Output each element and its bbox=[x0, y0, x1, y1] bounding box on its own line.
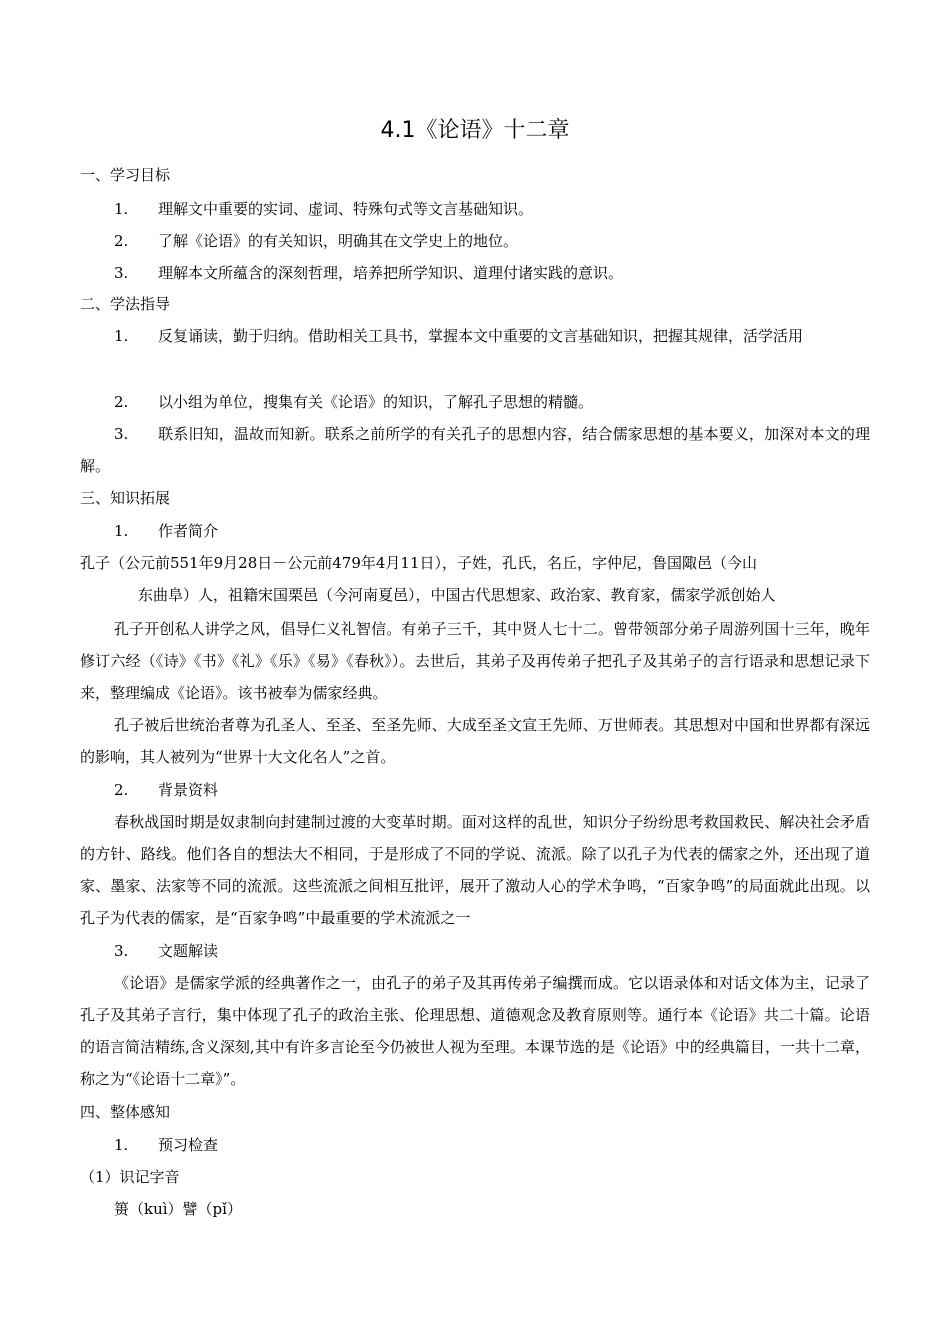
title-paragraph: 《论语》是儒家学派的经典著作之一，由孔子的弟子及其再传弟子编撰而成。它以语录体和对话文体为主，记录了孔子及其弟子言行，集中体现了孔子的政治主张、伦理思想、道德观念及教育原则等。通行本《论语》共二十篇。论语的语言简洁精练,含义深刻,其中有许多言论至今仍被世人视为至理。本课节选的是《论语》中的经典篇目，一共十二章，称之为“《论语十二章》”。 bbox=[80, 974, 870, 1088]
method-item-3 bbox=[80, 418, 870, 482]
heading-text: 背景资料 bbox=[158, 781, 219, 799]
method-num: 2. bbox=[114, 393, 129, 411]
goal-num: 1. bbox=[114, 200, 129, 218]
goal-num: 3. bbox=[114, 264, 129, 282]
background-paragraph: 春秋战国时期是奴隶制向封建制过渡的大变革时期。面对这样的乱世，知识分子纷纷思考救国救民、解决社会矛盾的方针、路线。他们各自的想法大不相同，于是形成了不同的学说、流派。除了以孔子为代表的儒家之外，还出现了道家、墨家、法家等不同的流派。这些流派之间相互批评，展开了激动人心的学术争鸣，“百家争鸣”的局面就此出现。以孔子为代表的儒家，是“百家争鸣”中最重要的学术流派之一 bbox=[80, 813, 870, 927]
method-text: 以小组为单位，搜集有关《论语》的知识，了解孔子思想的精髓。 bbox=[158, 393, 594, 411]
method-item-2 bbox=[114, 391, 593, 413]
page-title: 4.1《论语》十二章 bbox=[380, 118, 570, 143]
goal-item-2 bbox=[114, 230, 518, 252]
goal-num: 2. bbox=[114, 232, 129, 250]
section-heading-methods: 二、学法指导 bbox=[80, 295, 171, 313]
section-heading-overall: 四、整体感知 bbox=[80, 1103, 171, 1121]
pronunciation-line: 篑（kuì）譬（pǐ） bbox=[114, 1200, 242, 1218]
heading-num: 2. bbox=[114, 781, 129, 799]
heading-text: 文题解读 bbox=[158, 942, 219, 960]
goal-item-3 bbox=[114, 262, 623, 284]
section-heading-knowledge: 三、知识拓展 bbox=[80, 489, 171, 507]
method-text: 反复诵读，勤于归纳。借助相关工具书，掌握本文中重要的文言基础知识，把握其规律，活学活用 bbox=[158, 327, 804, 345]
goal-text: 理解文中重要的实词、虚词、特殊句式等文言基础知识。 bbox=[158, 200, 534, 218]
heading-text: 预习检查 bbox=[158, 1136, 219, 1154]
knowledge-heading-author bbox=[114, 520, 218, 542]
goal-text: 了解《论语》的有关知识，明确其在文学史上的地位。 bbox=[158, 232, 519, 250]
heading-num: 1. bbox=[114, 1136, 129, 1154]
heading-num: 3. bbox=[114, 942, 129, 960]
knowledge-heading-background bbox=[114, 779, 218, 801]
author-paragraph-2: 孔子开创私人讲学之风，倡导仁义礼智信。有弟子三千，其中贤人七十二。曾带领部分弟子周游列国十三年，晚年修订六经（《诗》《书》《礼》《乐》《易》《春秋》）。去世后，其弟子及再传弟子把孔子及其弟子的言行语录和思想记录下来，整理编成《论语》。该书被奉为儒家经典。 bbox=[80, 620, 870, 702]
knowledge-heading-title bbox=[114, 940, 218, 962]
author-intro bbox=[80, 547, 870, 611]
section-heading-goals: 一、学习目标 bbox=[80, 166, 171, 184]
subheading-pronunciation: （1）识记字音 bbox=[80, 1168, 180, 1186]
author-paragraph-3: 孔子被后世统治者尊为孔圣人、至圣、至圣先师、大成至圣文宣王先师、万世师表。其思想对中国和世界都有深远的影响，其人被列为“世界十大文化名人”之首。 bbox=[80, 716, 870, 766]
goal-item-1 bbox=[114, 198, 533, 220]
heading-text: 作者简介 bbox=[158, 522, 219, 540]
overall-heading-preview bbox=[114, 1134, 218, 1156]
method-item-1 bbox=[80, 320, 870, 352]
author-intro-line-1: 孔子（公元前551年9月28日－公元前479年4月11日），子姓，孔氏，名丘，字仲尼，鲁国陬邑（今山 bbox=[80, 554, 758, 572]
author-intro-line-2: 东曲阜）人，祖籍宋国栗邑（今河南夏邑），中国古代思想家、政治家、教育家，儒家学派创始人 bbox=[138, 586, 776, 604]
method-text: 联系旧知，温故而知新。联系之前所学的有关孔子的思想内容，结合儒家思想的基本要义，加深对本文的理解。 bbox=[80, 425, 870, 475]
method-num: 1. bbox=[114, 327, 129, 345]
goal-text: 理解本文所蕴含的深刻哲理，培养把所学知识、道理付诸实践的意识。 bbox=[158, 264, 624, 282]
heading-num: 1. bbox=[114, 522, 129, 540]
method-num: 3. bbox=[114, 425, 129, 443]
